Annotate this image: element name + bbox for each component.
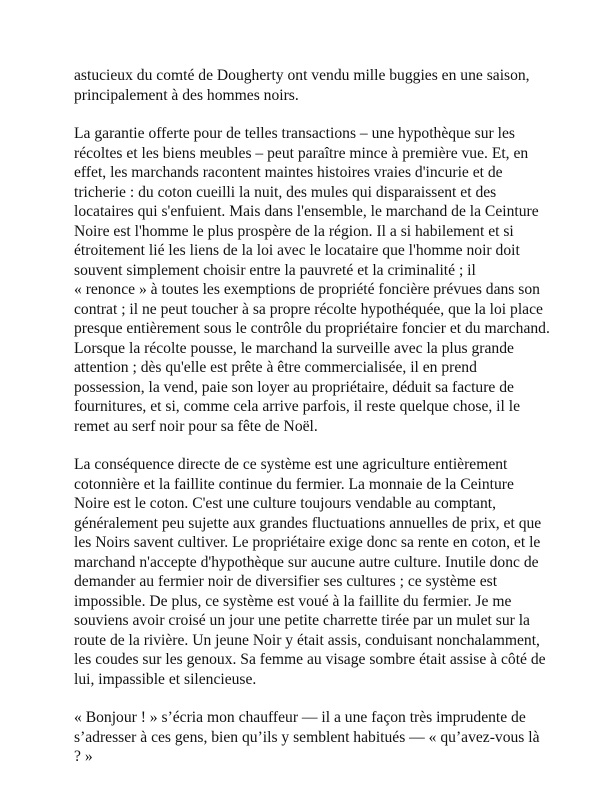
text-line: effet, les marchands racontent maintes histoires vraies d'incurie et de — [74, 164, 503, 181]
paragraph — [74, 455, 544, 689]
text-line: étroitement lié les liens de la loi avec le locataire que l'homme noir doit — [74, 242, 520, 259]
text-line: marchand n'accepte d'hypothèque sur aucune autre culture. Inutile donc de — [74, 553, 539, 571]
text-line: attention ; dès qu'elle est prête à être commercialisée, il en prend — [74, 359, 477, 376]
text-line: locataires qui s'enfuient. Mais dans l'ensemble, le marchand de la Ceinture — [74, 203, 539, 220]
text-line: s’adresser à ces gens, bien qu’ils y semblent habitués — « qu’avez-vous là — [74, 728, 540, 746]
text-line: les Noirs savent cultiver. Le propriétaire exige donc sa rente en coton, et le — [74, 534, 541, 551]
text-line: Noire est l'homme le plus prospère de la région. Il a si habilement et si — [74, 222, 514, 240]
text-line: ? » — [74, 748, 93, 765]
paragraph — [74, 66, 544, 105]
text-line: « renonce » à toutes les exemptions de propriété foncière prévues dans son — [74, 281, 540, 298]
text-line: souvent simplement choisir entre la pauvreté et la criminalité ; il — [74, 261, 476, 279]
text-line: route de la rivière. Un jeune Noir y était assis, conduisant nonchalamment, — [74, 631, 540, 649]
text-line: La garantie offerte pour de telles transactions – une hypothèque sur les — [74, 125, 515, 142]
paragraph — [74, 708, 544, 767]
text-line: presque entièrement sous le contrôle du propriétaire foncier et du marchand. — [74, 320, 550, 337]
text-line: La conséquence directe de ce système est une agriculture entièrement — [74, 456, 508, 473]
text-line: généralement peu sujette aux grandes fluctuations annuelles de prix, et que — [74, 514, 542, 532]
text-line: « Bonjour ! » s’écria mon chauffeur — il a une façon très imprudente de — [74, 709, 526, 726]
paragraph — [74, 124, 550, 436]
text-line: astucieux du comté de Dougherty ont vendu mille buggies en une saison, — [74, 67, 530, 84]
text-line: Lorsque la récolte pousse, le marchand la surveille avec la plus grande — [74, 339, 514, 357]
text-line: possession, la vend, paie son loyer au propriétaire, déduit sa facture de — [74, 378, 514, 396]
text-line: cotonnière et la faillite continue du fermier. La monnaie de la Ceinture — [74, 475, 514, 493]
text-line: souviens avoir croisé un jour une petite charrette tirée par un mulet sur la — [74, 612, 530, 629]
text-line: Noire est le coton. C'est une culture toujours vendable au comptant, — [74, 495, 496, 512]
text-line: remet au serf noir pour sa fête de Noël. — [74, 417, 318, 435]
document-page — [74, 66, 550, 786]
text-line: tricherie : du coton cueilli la nuit, des mules qui disparaissent et des — [74, 183, 497, 201]
text-line: fournitures, et si, comme cela arrive parfois, il reste quelque chose, il le — [74, 398, 520, 415]
text-line: lui, impassible et silencieuse. — [74, 670, 257, 688]
text-line: les coudes sur les genoux. Sa femme au visage sombre était assise à côté de — [74, 651, 546, 668]
text-line: récoltes et les biens meubles – peut paraître mince à première vue. Et, en — [74, 144, 529, 162]
text-line: principalement à des hommes noirs. — [74, 86, 299, 104]
text-line: demander au fermier noir de diversifier ses cultures ; ce système est — [74, 573, 498, 590]
text-line: impossible. De plus, ce système est voué à la faillite du fermier. Je me — [74, 592, 512, 610]
text-line: contrat ; il ne peut toucher à sa propre récolte hypothéquée, que la loi place — [74, 300, 543, 318]
